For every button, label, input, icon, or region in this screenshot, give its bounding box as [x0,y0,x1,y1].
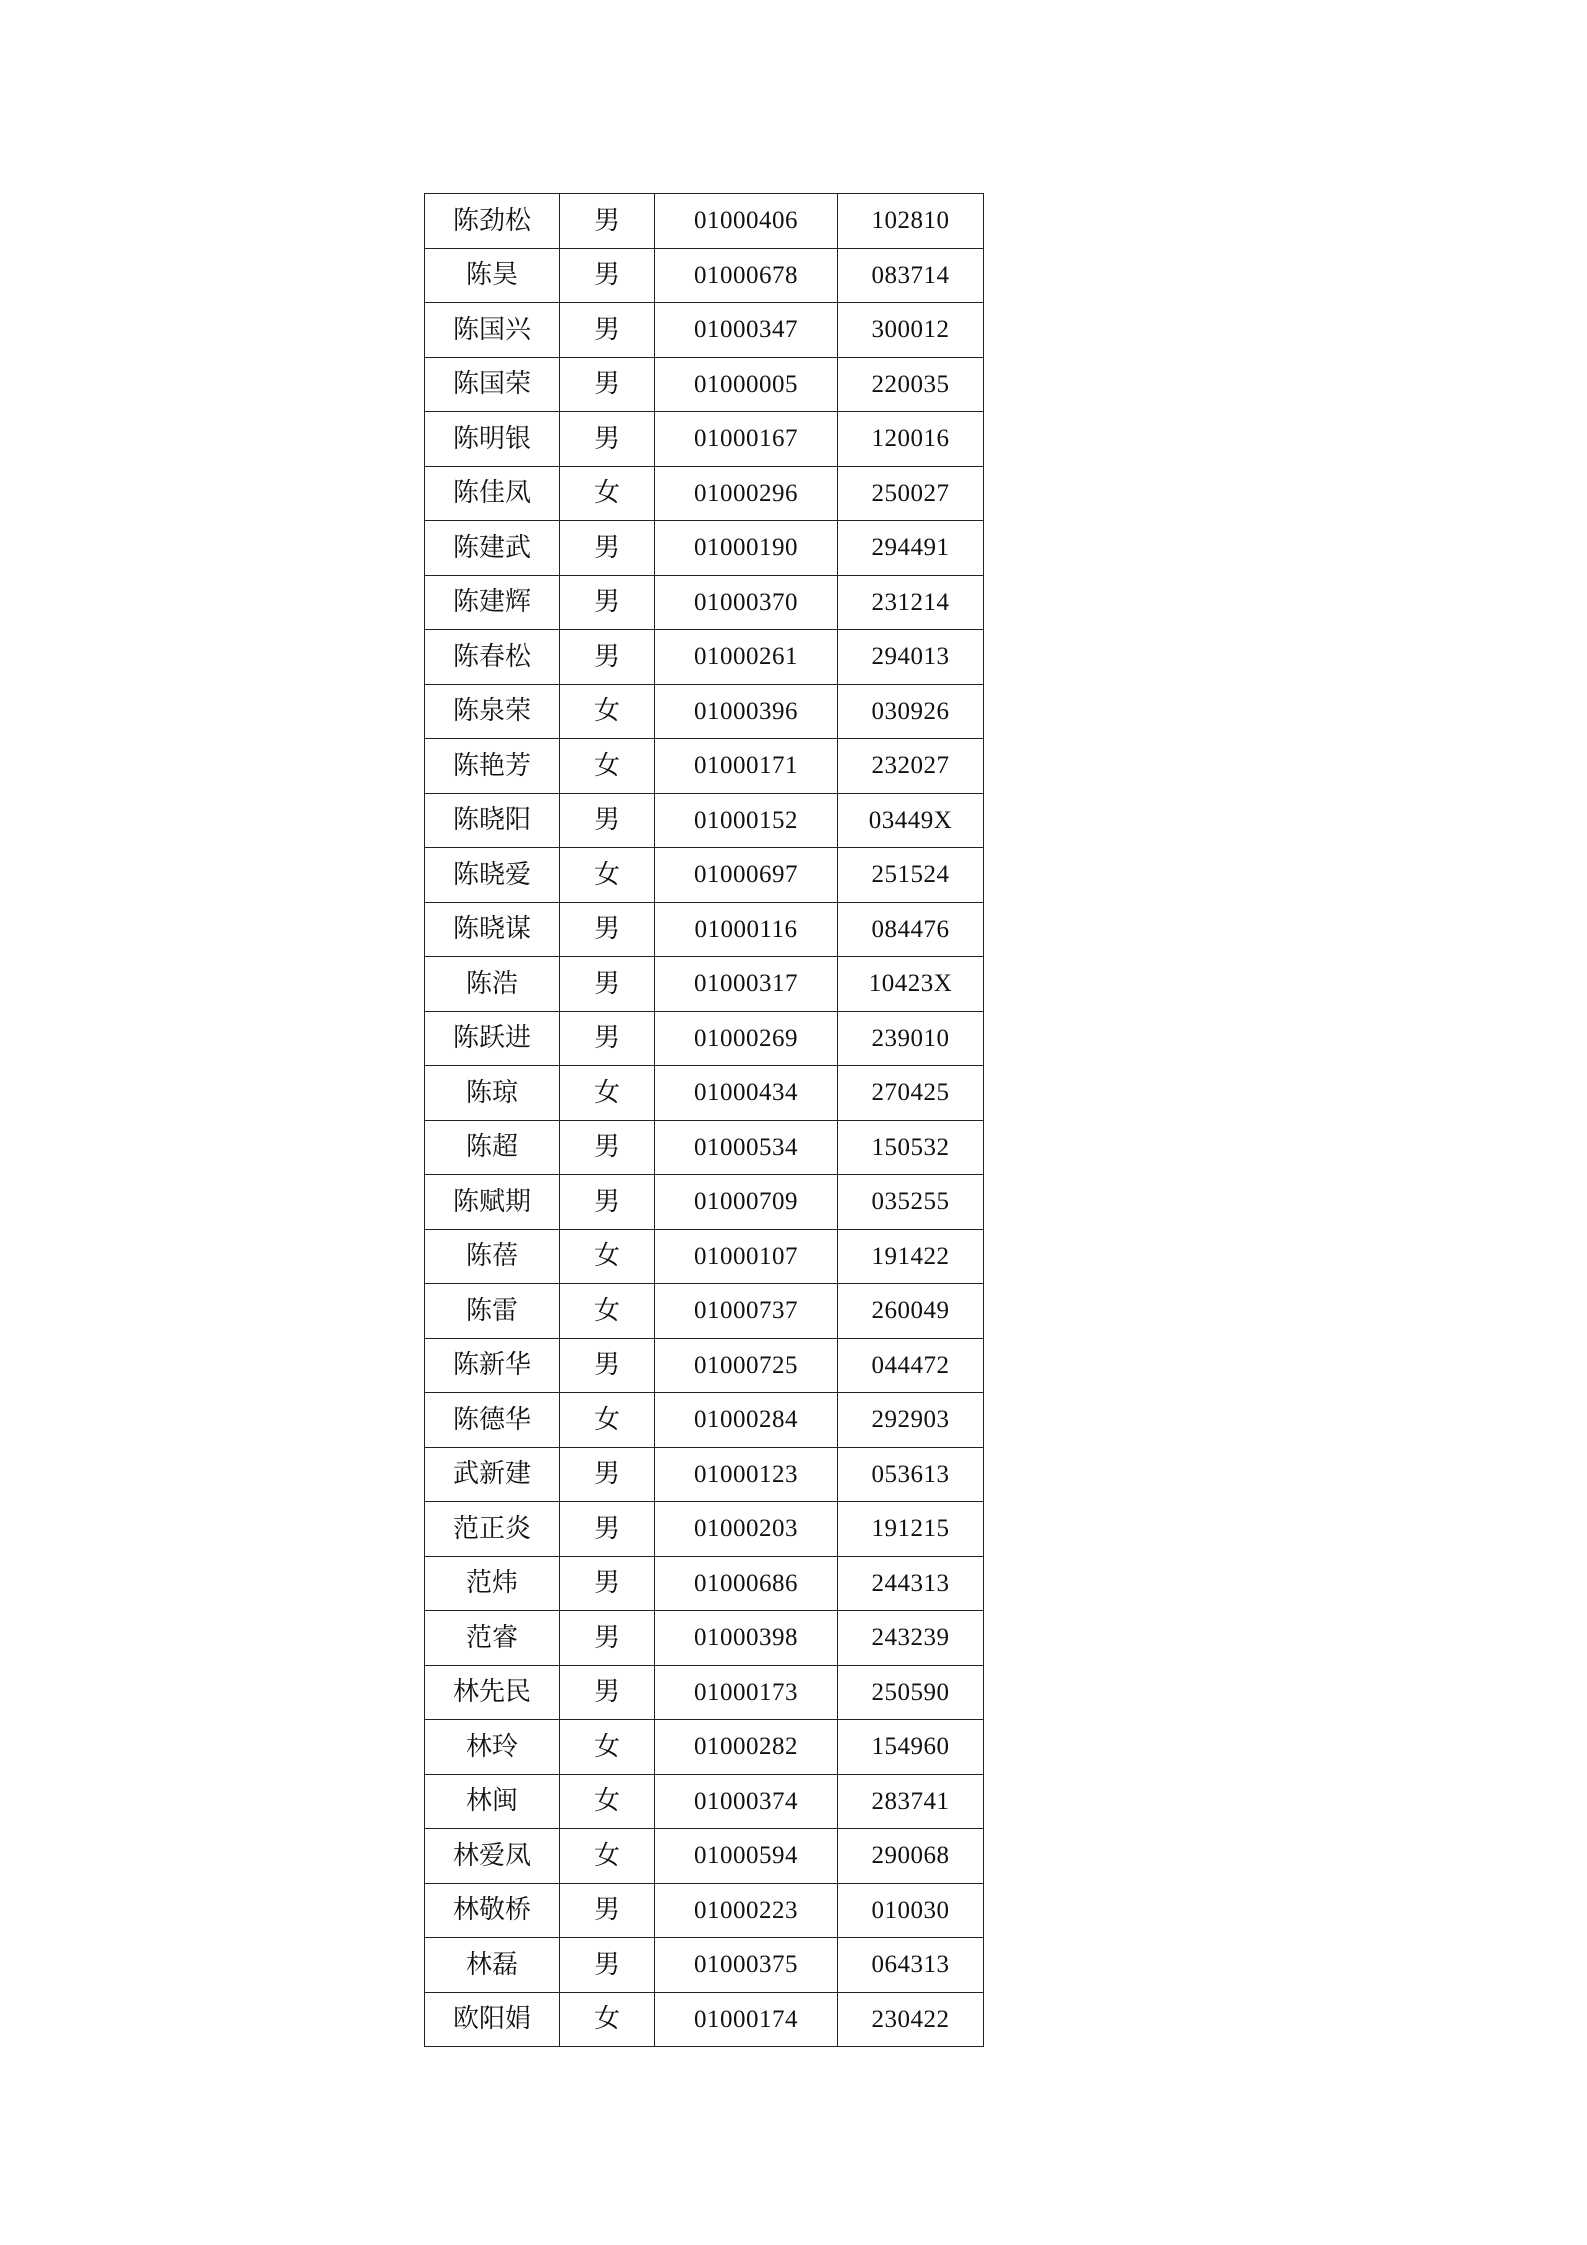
name-cell: 陈琼 [425,1066,560,1121]
code-cell: 064313 [838,1938,984,1993]
id-number-cell: 01000190 [655,521,838,576]
gender-cell: 女 [560,1720,655,1775]
id-number-cell: 01000116 [655,902,838,957]
name-cell: 林磊 [425,1938,560,1993]
id-number-cell: 01000678 [655,248,838,303]
code-cell: 230422 [838,1992,984,2047]
gender-cell: 男 [560,1611,655,1666]
code-cell: 084476 [838,902,984,957]
id-number-cell: 01000434 [655,1066,838,1121]
gender-cell: 男 [560,630,655,685]
table-row [425,466,984,521]
table-row [425,1066,984,1121]
id-number-cell: 01000686 [655,1556,838,1611]
gender-cell: 男 [560,575,655,630]
table-row [425,739,984,794]
name-cell: 范睿 [425,1611,560,1666]
id-number-cell: 01000171 [655,739,838,794]
table-row [425,1665,984,1720]
id-number-cell: 01000261 [655,630,838,685]
table-row [425,412,984,467]
gender-cell: 男 [560,357,655,412]
table-row [425,1992,984,2047]
name-cell: 范正炎 [425,1502,560,1557]
table-row [425,793,984,848]
table-row [425,1774,984,1829]
id-number-cell: 01000269 [655,1011,838,1066]
roster-table [424,193,984,2047]
table-row [425,1720,984,1775]
name-cell: 陈国荣 [425,357,560,412]
code-cell: 035255 [838,1175,984,1230]
code-cell: 290068 [838,1829,984,1884]
code-cell: 239010 [838,1011,984,1066]
id-number-cell: 01000725 [655,1338,838,1393]
roster-table-body [425,194,984,2047]
name-cell: 陈泉荣 [425,684,560,739]
id-number-cell: 01000398 [655,1611,838,1666]
table-row [425,575,984,630]
code-cell: 030926 [838,684,984,739]
id-number-cell: 01000594 [655,1829,838,1884]
code-cell: 243239 [838,1611,984,1666]
id-number-cell: 01000203 [655,1502,838,1557]
id-number-cell: 01000107 [655,1229,838,1284]
name-cell: 林玲 [425,1720,560,1775]
gender-cell: 男 [560,1502,655,1557]
gender-cell: 男 [560,1011,655,1066]
id-number-cell: 01000374 [655,1774,838,1829]
name-cell: 陈蓓 [425,1229,560,1284]
id-number-cell: 01000173 [655,1665,838,1720]
code-cell: 232027 [838,739,984,794]
id-number-cell: 01000223 [655,1883,838,1938]
name-cell: 陈国兴 [425,303,560,358]
table-row [425,1502,984,1557]
gender-cell: 男 [560,1120,655,1175]
code-cell: 03449X [838,793,984,848]
name-cell: 林先民 [425,1665,560,1720]
code-cell: 053613 [838,1447,984,1502]
id-number-cell: 01000737 [655,1284,838,1339]
table-row [425,1829,984,1884]
gender-cell: 男 [560,1175,655,1230]
code-cell: 102810 [838,194,984,249]
gender-cell: 女 [560,1284,655,1339]
gender-cell: 男 [560,1938,655,1993]
table-row [425,630,984,685]
gender-cell: 男 [560,1338,655,1393]
table-row [425,357,984,412]
table-row [425,848,984,903]
name-cell: 武新建 [425,1447,560,1502]
code-cell: 044472 [838,1338,984,1393]
name-cell: 陈劲松 [425,194,560,249]
table-row [425,1938,984,1993]
gender-cell: 男 [560,194,655,249]
table-row [425,1611,984,1666]
table-row [425,1883,984,1938]
code-cell: 270425 [838,1066,984,1121]
gender-cell: 男 [560,1883,655,1938]
code-cell: 191422 [838,1229,984,1284]
table-row [425,194,984,249]
name-cell: 陈昊 [425,248,560,303]
table-row [425,303,984,358]
id-number-cell: 01000375 [655,1938,838,1993]
gender-cell: 男 [560,303,655,358]
table-row [425,1447,984,1502]
name-cell: 陈艳芳 [425,739,560,794]
name-cell: 陈建武 [425,521,560,576]
id-number-cell: 01000167 [655,412,838,467]
code-cell: 154960 [838,1720,984,1775]
name-cell: 陈晓谋 [425,902,560,957]
gender-cell: 女 [560,1393,655,1448]
gender-cell: 女 [560,1992,655,2047]
gender-cell: 女 [560,1829,655,1884]
code-cell: 10423X [838,957,984,1012]
gender-cell: 男 [560,412,655,467]
id-number-cell: 01000317 [655,957,838,1012]
gender-cell: 男 [560,521,655,576]
name-cell: 陈春松 [425,630,560,685]
code-cell: 150532 [838,1120,984,1175]
code-cell: 250027 [838,466,984,521]
name-cell: 陈晓爱 [425,848,560,903]
code-cell: 251524 [838,848,984,903]
table-row [425,1229,984,1284]
id-number-cell: 01000534 [655,1120,838,1175]
gender-cell: 女 [560,1229,655,1284]
name-cell: 陈跃进 [425,1011,560,1066]
code-cell: 120016 [838,412,984,467]
table-row [425,1338,984,1393]
name-cell: 范炜 [425,1556,560,1611]
gender-cell: 男 [560,248,655,303]
name-cell: 陈佳凤 [425,466,560,521]
name-cell: 林爱凤 [425,1829,560,1884]
code-cell: 300012 [838,303,984,358]
id-number-cell: 01000406 [655,194,838,249]
name-cell: 陈德华 [425,1393,560,1448]
gender-cell: 女 [560,848,655,903]
name-cell: 欧阳娟 [425,1992,560,2047]
gender-cell: 女 [560,466,655,521]
table-row [425,248,984,303]
table-row [425,521,984,576]
gender-cell: 女 [560,739,655,794]
id-number-cell: 01000282 [655,1720,838,1775]
gender-cell: 男 [560,902,655,957]
table-row [425,1175,984,1230]
id-number-cell: 01000347 [655,303,838,358]
id-number-cell: 01000697 [655,848,838,903]
code-cell: 250590 [838,1665,984,1720]
id-number-cell: 01000396 [655,684,838,739]
table-row [425,902,984,957]
table-row [425,1393,984,1448]
id-number-cell: 01000296 [655,466,838,521]
gender-cell: 女 [560,684,655,739]
gender-cell: 男 [560,1447,655,1502]
name-cell: 陈赋期 [425,1175,560,1230]
code-cell: 294013 [838,630,984,685]
name-cell: 林闽 [425,1774,560,1829]
code-cell: 244313 [838,1556,984,1611]
name-cell: 陈新华 [425,1338,560,1393]
name-cell: 陈明银 [425,412,560,467]
code-cell: 260049 [838,1284,984,1339]
gender-cell: 女 [560,1066,655,1121]
id-number-cell: 01000284 [655,1393,838,1448]
id-number-cell: 01000709 [655,1175,838,1230]
code-cell: 083714 [838,248,984,303]
name-cell: 陈建辉 [425,575,560,630]
id-number-cell: 01000123 [655,1447,838,1502]
name-cell: 陈超 [425,1120,560,1175]
table-row [425,1011,984,1066]
name-cell: 陈雷 [425,1284,560,1339]
table-row [425,957,984,1012]
code-cell: 294491 [838,521,984,576]
gender-cell: 男 [560,1665,655,1720]
table-row [425,1120,984,1175]
code-cell: 283741 [838,1774,984,1829]
id-number-cell: 01000174 [655,1992,838,2047]
code-cell: 220035 [838,357,984,412]
gender-cell: 男 [560,793,655,848]
gender-cell: 男 [560,957,655,1012]
code-cell: 292903 [838,1393,984,1448]
id-number-cell: 01000005 [655,357,838,412]
id-number-cell: 01000370 [655,575,838,630]
gender-cell: 男 [560,1556,655,1611]
id-number-cell: 01000152 [655,793,838,848]
code-cell: 231214 [838,575,984,630]
code-cell: 010030 [838,1883,984,1938]
gender-cell: 女 [560,1774,655,1829]
table-row [425,1556,984,1611]
name-cell: 陈晓阳 [425,793,560,848]
code-cell: 191215 [838,1502,984,1557]
name-cell: 林敬桥 [425,1883,560,1938]
table-row [425,1284,984,1339]
name-cell: 陈浩 [425,957,560,1012]
table-row [425,684,984,739]
